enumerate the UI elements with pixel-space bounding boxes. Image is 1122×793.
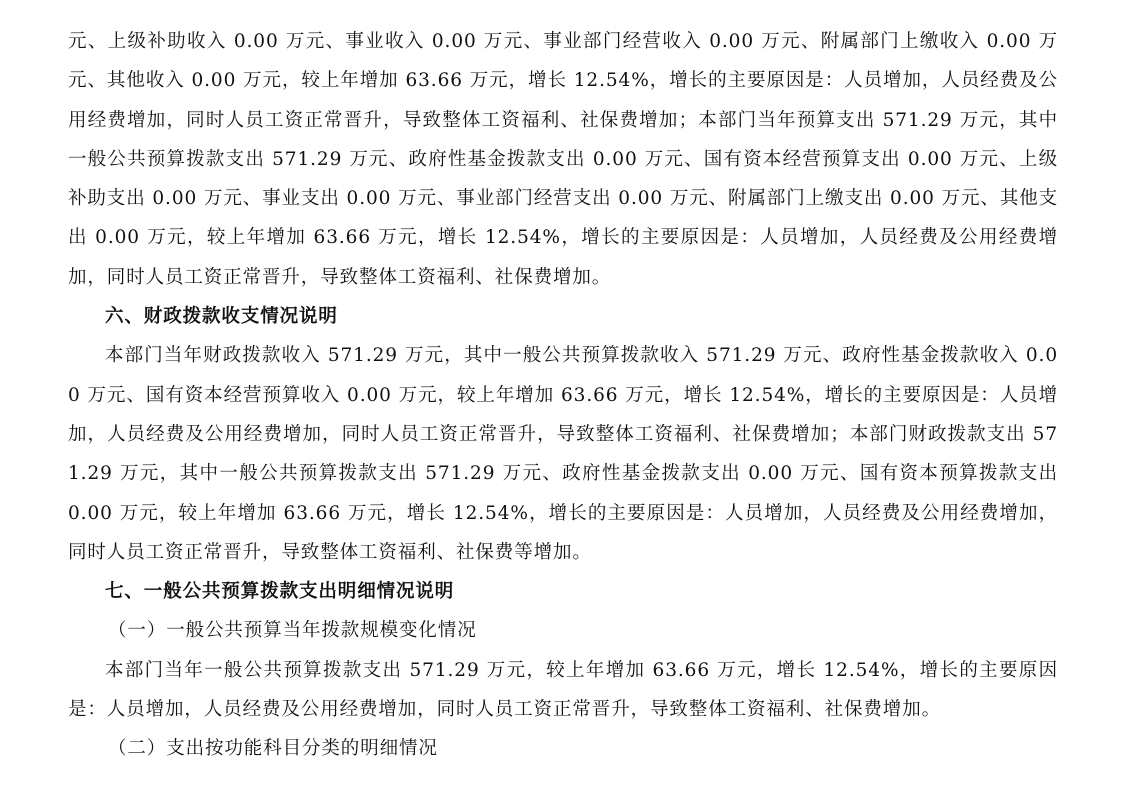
section-heading-general-budget-detail: 七、一般公共预算拨款支出明细情况说明: [105, 581, 455, 603]
subheading-scale-change: （一）一般公共预算当年拨款规模变化情况: [108, 620, 477, 642]
paragraph-income-expense-continued: 元、上级补助收入 0.00 万元、事业收入 0.00 万元、事业部门经营收入 0.00 万元、附属部门上缴收入 0.00 万元、其他收入 0.00 万元，较上年增加 63.66 万元，增长 12.54%，增长的主要原因是：人员增加，人员经费及公用经费增加，同时人员工资正常晋升，导致整体工资福利、社保费增加；本部门当年预算支出 571.29 万元，其中一般公共预算拨款支出 571.29 万元、政府性基金拨款支出 0.00 万元、国有资本经营预算支出 0.00 万元、上级补助支出 0.00 万元、事业支出 0.00 万元、事业部门经营支出 0.00 万元、附属部门上缴支出 0.00 万元、其他支出 0.00 万元，较上年增加 63.66 万元，增长 12.54%，增长的主要原因是：人员增加，人员经费及公用经费增加，同时人员工资正常晋升，导致整体工资福利、社保费增加。: [68, 31, 1059, 288]
document-page: [68, 22, 1058, 769]
paragraph-fiscal-appropriation: 本部门当年财政拨款收入 571.29 万元，其中一般公共预算拨款收入 571.29 万元、政府性基金拨款收入 0.00 万元、国有资本经营预算收入 0.00 万元，较上年增加 63.66 万元，增长 12.54%，增长的主要原因是：人员增加，人员经费及公用经费增加，同时人员工资正常晋升，导致整体工资福利、社保费增加；本部门财政拨款支出 571.29 万元，其中一般公共预算拨款支出 571.29 万元、政府性基金拨款支出 0.00 万元、国有资本预算拨款支出 0.00 万元，较上年增加 63.66 万元，增长 12.54%，增长的主要原因是：人员增加，人员经费及公用经费增加，同时人员工资正常晋升，导致整体工资福利、社保费等增加。: [68, 345, 1058, 563]
section-heading-fiscal-appropriation: 六、财政拨款收支情况说明: [105, 306, 338, 328]
paragraph-scale-change: 本部门当年一般公共预算拨款支出 571.29 万元，较上年增加 63.66 万元，增长 12.54%，增长的主要原因是：人员增加，人员经费及公用经费增加，同时人员工资正常晋升，导致整体工资福利、社保费增加。: [68, 659, 1058, 721]
subheading-functional-classification: （二）支出按功能科目分类的明细情况: [108, 738, 438, 760]
